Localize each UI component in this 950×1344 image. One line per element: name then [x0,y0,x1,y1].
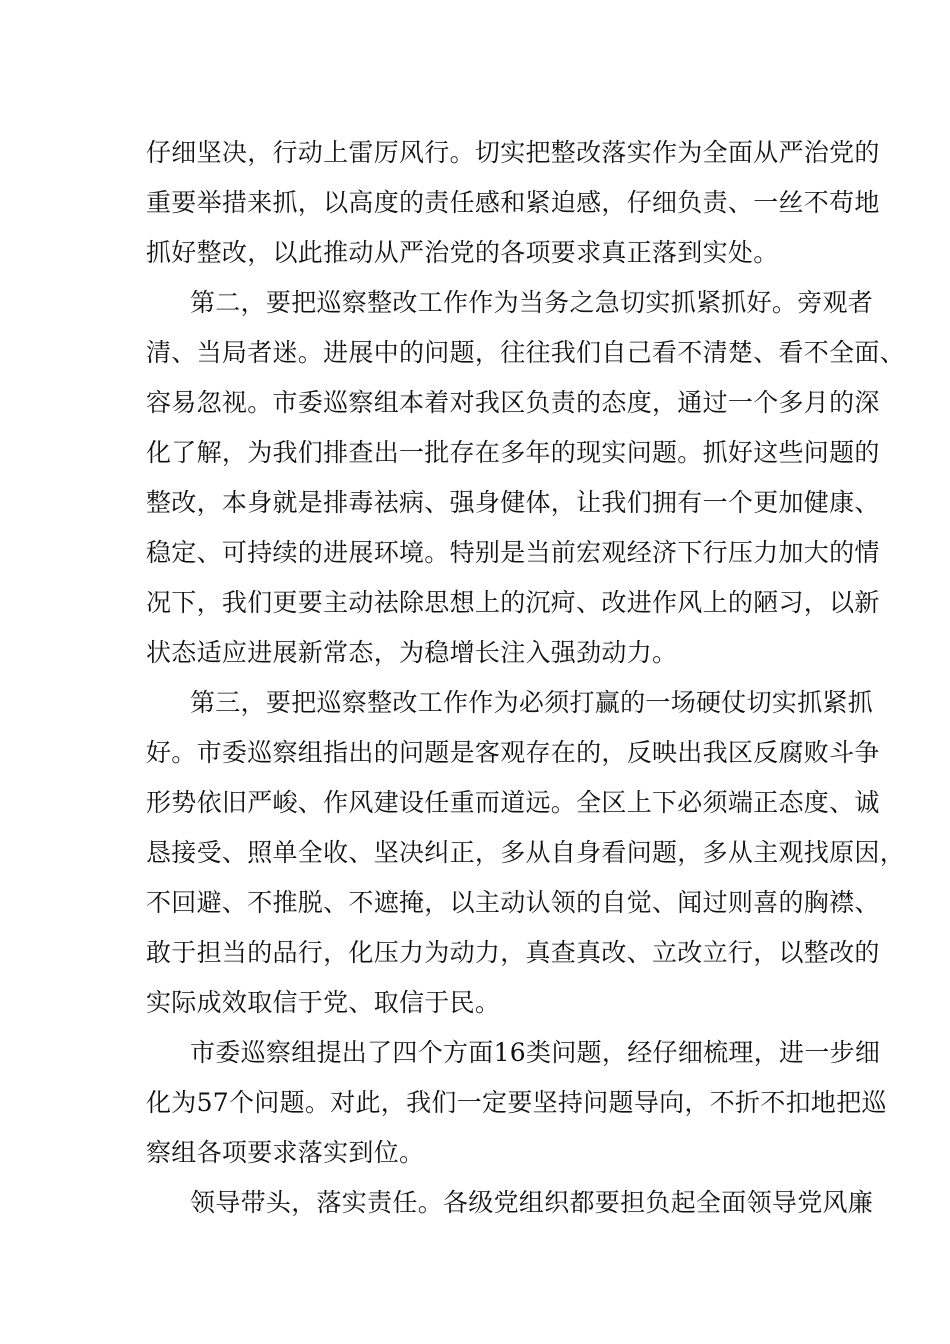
text-line: 化为57个问题。对此，我们一定要坚持问题导向，不折不扣地把巡 [146,1088,887,1117]
text-line: 重要举措来抓，以高度的责任感和紧迫感，仔细负责、一丝不苟地 [146,188,880,217]
text-line: 化了解，为我们排查出一批存在多年的现实问题。抓好这些问题的 [146,438,880,467]
text-line: 敢于担当的品行，化压力为动力，真查真改、立改立行，以整改的 [146,938,880,967]
text-line: 况下，我们更要主动祛除思想上的沉疴、改进作风上的陋习，以新 [146,588,880,617]
text-line: 仔细坚决，行动上雷厉风行。切实把整改落实作为全面从严治党的 [146,138,880,167]
paragraph-start-line: 市委巡察组提出了四个方面16类问题，经仔细梳理，进一步细 [190,1038,881,1067]
text-line: 容易忽视。市委巡察组本着对我区负责的态度，通过一个多月的深 [146,388,880,417]
paragraph-start-line: 第二，要把巡察整改工作作为当务之急切实抓紧抓好。旁观者 [190,288,874,317]
text-line: 实际成效取信于党、取信于民。 [146,988,501,1017]
text-line: 恳接受、照单全收、坚决纠正，多从自身看问题，多从主观找原因， [146,838,906,867]
text-line: 抓好整改，以此推动从严治党的各项要求真正落到实处。 [146,238,779,267]
text-line: 察组各项要求落实到位。 [146,1138,425,1167]
text-line: 状态适应进展新常态，为稳增长注入强劲动力。 [146,638,678,667]
text-line: 清、当局者迷。进展中的问题，往往我们自己看不清楚、看不全面、 [146,338,906,367]
paragraph-start-line: 领导带头，落实责任。各级党组织都要担负起全面领导党风廉 [190,1188,874,1217]
text-line: 稳定、可持续的进展环境。特别是当前宏观经济下行压力加大的情 [146,538,880,567]
paragraph-start-line: 第三，要把巡察整改工作作为必须打赢的一场硬仗切实抓紧抓 [190,688,874,717]
text-line: 不回避、不推脱、不遮掩，以主动认领的自觉、闻过则喜的胸襟、 [146,888,880,917]
text-line: 形势依旧严峻、作风建设任重而道远。全区上下必须端正态度、诚 [146,788,880,817]
text-line: 好。市委巡察组指出的问题是客观存在的，反映出我区反腐败斗争 [146,738,880,767]
text-line: 整改，本身就是排毒祛病、强身健体，让我们拥有一个更加健康、 [146,488,880,517]
